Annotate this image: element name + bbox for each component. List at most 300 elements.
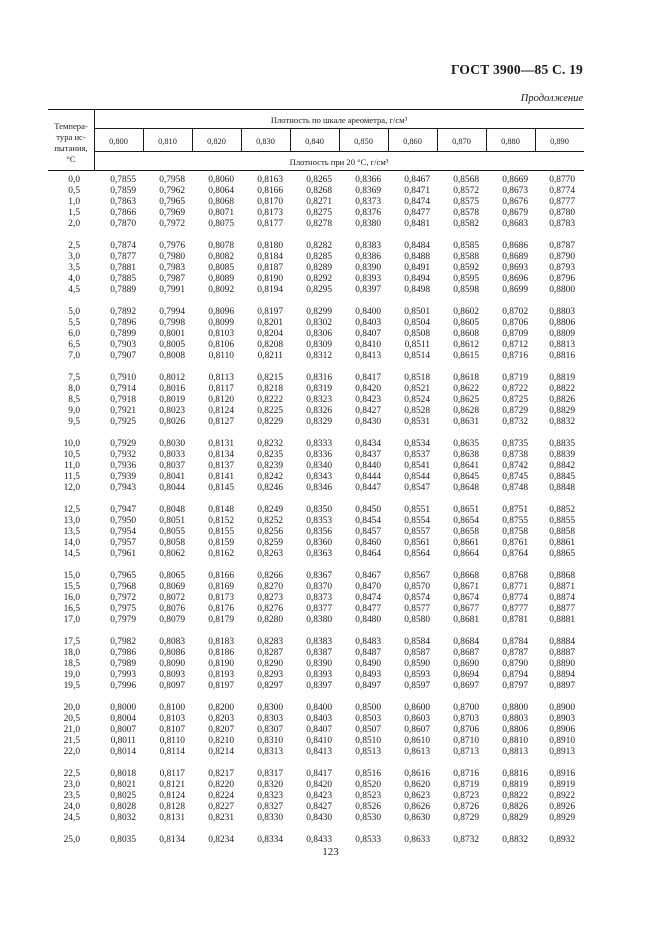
temp-header-line: °C — [66, 154, 76, 164]
column-divider — [535, 128, 536, 151]
table-row — [48, 648, 584, 659]
density-cell: 0,8726 — [453, 802, 479, 812]
density-cell: 0,8166 — [257, 186, 283, 196]
density-cell: 0,7899 — [110, 329, 136, 339]
density-cell: 0,8784 — [502, 637, 528, 647]
density-cell: 0,8520 — [355, 780, 381, 790]
density-cell: 0,8055 — [159, 527, 185, 537]
density-cell: 0,8524 — [404, 395, 430, 405]
density-cell: 0,8214 — [208, 747, 234, 757]
density-cell: 0,8000 — [110, 703, 136, 713]
density-cell: 0,8787 — [502, 648, 528, 658]
density-cell: 0,7863 — [110, 197, 136, 207]
density-cell: 0,8800 — [502, 703, 528, 713]
density-cell: 0,8497 — [355, 681, 381, 691]
density-cell: 0,8427 — [306, 802, 332, 812]
density-cell: 0,8220 — [208, 780, 234, 790]
density-cell: 0,8803 — [549, 307, 575, 317]
table-row — [48, 219, 584, 230]
density-cell: 0,8745 — [502, 472, 528, 482]
density-cell: 0,8032 — [110, 813, 136, 823]
table-row — [48, 197, 584, 208]
temperature-cell: 5,5 — [68, 318, 80, 328]
density-cell: 0,8533 — [355, 835, 381, 845]
density-cell: 0,8263 — [257, 549, 283, 559]
temperature-cell: 14,5 — [63, 549, 80, 559]
density-cell: 0,7877 — [110, 252, 136, 262]
temperature-cell: 11,5 — [63, 472, 80, 482]
temperature-cell: 24,5 — [63, 813, 80, 823]
density-cell: 0,8340 — [306, 461, 332, 471]
density-cell: 0,8200 — [208, 703, 234, 713]
density-cell: 0,7855 — [110, 175, 136, 185]
density-cell: 0,8184 — [257, 252, 283, 262]
temperature-cell: 17,0 — [63, 615, 80, 625]
density-cell: 0,8323 — [306, 395, 332, 405]
table-row — [48, 791, 584, 802]
density-cell: 0,8848 — [549, 483, 575, 493]
table-row — [48, 703, 584, 714]
density-cell: 0,8826 — [502, 802, 528, 812]
density-cell: 0,8197 — [257, 307, 283, 317]
density-cell: 0,8630 — [404, 813, 430, 823]
density-cell: 0,7975 — [110, 604, 136, 614]
density-cell: 0,8076 — [159, 604, 185, 614]
density-cell: 0,8273 — [257, 593, 283, 603]
density-cell: 0,8300 — [257, 703, 283, 713]
density-cell: 0,7965 — [159, 197, 185, 207]
density-cell: 0,8100 — [159, 703, 185, 713]
density-cell: 0,7962 — [159, 186, 185, 196]
density-cell: 0,8871 — [549, 582, 575, 592]
density-cell: 0,7896 — [110, 318, 136, 328]
density-cell: 0,8703 — [453, 714, 479, 724]
density-cell: 0,8620 — [404, 780, 430, 790]
density-cell: 0,8373 — [355, 197, 381, 207]
density-cell: 0,8622 — [453, 384, 479, 394]
density-cell: 0,8217 — [208, 769, 234, 779]
density-cell: 0,8280 — [257, 615, 283, 625]
density-cell: 0,8434 — [355, 439, 381, 449]
density-cell: 0,7968 — [110, 582, 136, 592]
density-cell: 0,8306 — [306, 329, 332, 339]
density-cell: 0,7982 — [110, 637, 136, 647]
temperature-cell: 5,0 — [68, 307, 80, 317]
density-cell: 0,8826 — [549, 395, 575, 405]
density-cell: 0,8117 — [208, 384, 234, 394]
temperature-cell: 1,5 — [68, 208, 80, 218]
density-cell: 0,8360 — [306, 538, 332, 548]
density-column-header: 0,830 — [256, 137, 275, 146]
density-cell: 0,8491 — [404, 263, 430, 273]
density-cell: 0,8806 — [502, 725, 528, 735]
density-cell: 0,8732 — [453, 835, 479, 845]
density-column-header: 0,880 — [501, 137, 520, 146]
density-cell: 0,8758 — [502, 527, 528, 537]
density-cell: 0,8906 — [549, 725, 575, 735]
density-cell: 0,8107 — [159, 725, 185, 735]
density-cell: 0,8513 — [355, 747, 381, 757]
density-cell: 0,8567 — [404, 571, 430, 581]
density-cell: 0,7881 — [110, 263, 136, 273]
density-cell: 0,8677 — [453, 604, 479, 614]
temperature-cell: 22,0 — [63, 747, 80, 757]
density-cell: 0,8894 — [549, 670, 575, 680]
density-cell: 0,8608 — [453, 329, 479, 339]
density-cell: 0,8215 — [257, 373, 283, 383]
density-cell: 0,8235 — [257, 450, 283, 460]
density-cell: 0,8407 — [306, 725, 332, 735]
density-cell: 0,8433 — [306, 835, 332, 845]
density-cell: 0,8574 — [404, 593, 430, 603]
density-cell: 0,8541 — [404, 461, 430, 471]
density-cell: 0,8484 — [404, 241, 430, 251]
table-row — [48, 549, 584, 560]
temperature-cell: 21,5 — [63, 736, 80, 746]
density-cell: 0,7961 — [110, 549, 136, 559]
density-cell: 0,8234 — [208, 835, 234, 845]
density-cell: 0,8096 — [208, 307, 234, 317]
table-row — [48, 659, 584, 670]
density-cell: 0,8819 — [502, 780, 528, 790]
density-cell: 0,8222 — [257, 395, 283, 405]
density-cell: 0,8523 — [355, 791, 381, 801]
density-cell: 0,7918 — [110, 395, 136, 405]
density-cell: 0,7958 — [159, 175, 185, 185]
density-cell: 0,8256 — [257, 527, 283, 537]
density-cell: 0,8367 — [306, 571, 332, 581]
density-cell: 0,8420 — [306, 780, 332, 790]
density-cell: 0,8796 — [549, 274, 575, 284]
density-cell: 0,8761 — [502, 538, 528, 548]
table-row — [48, 505, 584, 516]
density-cell: 0,8516 — [355, 769, 381, 779]
density-cell: 0,8884 — [549, 637, 575, 647]
density-cell: 0,8735 — [502, 439, 528, 449]
density-cell: 0,8092 — [208, 285, 234, 295]
density-cell: 0,8148 — [208, 505, 234, 515]
density-cell: 0,8557 — [404, 527, 430, 537]
density-cell: 0,8134 — [208, 450, 234, 460]
density-cell: 0,8547 — [404, 483, 430, 493]
density-cell: 0,8467 — [404, 175, 430, 185]
temperature-cell: 24,0 — [63, 802, 80, 812]
density-cell: 0,8903 — [549, 714, 575, 724]
density-cell: 0,8373 — [306, 593, 332, 603]
table-row — [48, 439, 584, 450]
density-cell: 0,8822 — [502, 791, 528, 801]
density-cell: 0,8069 — [159, 582, 185, 592]
density-cell: 0,8874 — [549, 593, 575, 603]
density-cell: 0,8336 — [306, 450, 332, 460]
table-row — [48, 582, 584, 593]
table-row — [48, 472, 584, 483]
temperature-cell: 23,0 — [63, 780, 80, 790]
temperature-cell: 14,0 — [63, 538, 80, 548]
density-cell: 0,8190 — [257, 274, 283, 284]
density-cell: 0,7925 — [110, 417, 136, 427]
density-cell: 0,8007 — [110, 725, 136, 735]
density-cell: 0,8423 — [306, 791, 332, 801]
density-cell: 0,7870 — [110, 219, 136, 229]
density-cell: 0,8208 — [257, 340, 283, 350]
density-cell: 0,8420 — [355, 384, 381, 394]
density-cell: 0,8025 — [110, 791, 136, 801]
density-cell: 0,8186 — [208, 648, 234, 658]
density-cell: 0,8474 — [355, 593, 381, 603]
density-cell: 0,7991 — [159, 285, 185, 295]
density-cell: 0,8417 — [355, 373, 381, 383]
density-cell: 0,8103 — [159, 714, 185, 724]
density-cell: 0,8012 — [159, 373, 185, 383]
density-cell: 0,7980 — [159, 252, 185, 262]
density-cell: 0,8693 — [502, 263, 528, 273]
table-row — [48, 769, 584, 780]
temp-header-line: Темпера- — [54, 121, 88, 131]
density-cell: 0,7943 — [110, 483, 136, 493]
density-cell: 0,8511 — [404, 340, 430, 350]
density-cell: 0,8410 — [306, 736, 332, 746]
density-cell: 0,8005 — [159, 340, 185, 350]
density-cell: 0,8616 — [404, 769, 430, 779]
density-cell: 0,8777 — [502, 604, 528, 614]
density-cell: 0,8631 — [453, 417, 479, 427]
density-cell: 0,7939 — [110, 472, 136, 482]
density-column-header: 0,820 — [207, 137, 226, 146]
temperature-cell: 19,0 — [63, 670, 80, 680]
density-cell: 0,8173 — [257, 208, 283, 218]
density-cell: 0,8016 — [159, 384, 185, 394]
density-cell: 0,8671 — [453, 582, 479, 592]
density-cell: 0,8124 — [159, 791, 185, 801]
density-cell: 0,7892 — [110, 307, 136, 317]
density-cell: 0,8316 — [306, 373, 332, 383]
density-cell: 0,8832 — [502, 835, 528, 845]
density-cell: 0,8004 — [110, 714, 136, 724]
density-cell: 0,8179 — [208, 615, 234, 625]
density-cell: 0,7996 — [110, 681, 136, 691]
table-row — [48, 208, 584, 219]
table-row — [48, 780, 584, 791]
density-cell: 0,8137 — [208, 461, 234, 471]
density-cell: 0,8268 — [306, 186, 332, 196]
density-cell: 0,8170 — [257, 197, 283, 207]
density-cell: 0,7983 — [159, 263, 185, 273]
density-cell: 0,8530 — [355, 813, 381, 823]
table-row — [48, 615, 584, 626]
density-cell: 0,8117 — [159, 769, 185, 779]
table-row — [48, 637, 584, 648]
density-cell: 0,8774 — [549, 186, 575, 196]
temperature-cell: 11,0 — [63, 461, 80, 471]
density-cell: 0,8926 — [549, 802, 575, 812]
table-row — [48, 263, 584, 274]
density-cell: 0,8276 — [257, 604, 283, 614]
density-cell: 0,8190 — [208, 659, 234, 669]
density-cell: 0,8623 — [404, 791, 430, 801]
density-cell: 0,7965 — [110, 571, 136, 581]
temperature-cell: 12,0 — [63, 483, 80, 493]
density-cell: 0,8390 — [355, 263, 381, 273]
density-cell: 0,7914 — [110, 384, 136, 394]
temperature-cell: 0,0 — [68, 175, 80, 185]
density-cell: 0,8578 — [453, 208, 479, 218]
density-cell: 0,8507 — [355, 725, 381, 735]
density-cell: 0,8913 — [549, 747, 575, 757]
density-cell: 0,8793 — [549, 263, 575, 273]
density-at-20-header: Плотность при 20 °С, г/см³ — [289, 157, 389, 167]
density-cell: 0,8729 — [453, 813, 479, 823]
table-row — [48, 406, 584, 417]
density-cell: 0,8588 — [453, 252, 479, 262]
density-cell: 0,8011 — [110, 736, 136, 746]
density-cell: 0,8723 — [453, 791, 479, 801]
density-cell: 0,8021 — [110, 780, 136, 790]
density-cell: 0,8534 — [404, 439, 430, 449]
table-row — [48, 835, 584, 846]
density-cell: 0,8329 — [306, 417, 332, 427]
density-cell: 0,8748 — [502, 483, 528, 493]
temperature-cell: 12,5 — [63, 505, 80, 515]
density-cell: 0,8633 — [404, 835, 430, 845]
density-cell: 0,8387 — [306, 648, 332, 658]
density-cell: 0,8471 — [404, 186, 430, 196]
density-cell: 0,8307 — [257, 725, 283, 735]
density-cell: 0,8231 — [208, 813, 234, 823]
density-cell: 0,8684 — [453, 637, 479, 647]
temp-header-line: пытания, — [54, 143, 88, 153]
density-cell: 0,8194 — [257, 285, 283, 295]
density-cell: 0,8700 — [453, 703, 479, 713]
temperature-cell: 4,5 — [68, 285, 80, 295]
density-cell: 0,8770 — [549, 175, 575, 185]
density-cell: 0,8658 — [453, 527, 479, 537]
density-cell: 0,8585 — [453, 241, 479, 251]
density-cell: 0,8679 — [502, 208, 528, 218]
temperature-cell: 18,5 — [63, 659, 80, 669]
density-cell: 0,8467 — [355, 571, 381, 581]
temperature-column-header — [48, 121, 94, 165]
density-cell: 0,8393 — [355, 274, 381, 284]
density-column-header: 0,800 — [109, 137, 128, 146]
density-cell: 0,8397 — [355, 285, 381, 295]
density-cell: 0,8890 — [549, 659, 575, 669]
density-cell: 0,8610 — [404, 736, 430, 746]
density-cell: 0,8152 — [208, 516, 234, 526]
density-cell: 0,8922 — [549, 791, 575, 801]
density-cell: 0,8334 — [257, 835, 283, 845]
density-cell: 0,8595 — [453, 274, 479, 284]
temperature-cell: 4,0 — [68, 274, 80, 284]
density-cell: 0,8480 — [355, 615, 381, 625]
temperature-cell: 2,5 — [68, 241, 80, 251]
header-bottom-border — [48, 170, 584, 171]
density-cell: 0,8504 — [404, 318, 430, 328]
density-cell: 0,7874 — [110, 241, 136, 251]
density-cell: 0,7957 — [110, 538, 136, 548]
density-cell: 0,8141 — [208, 472, 234, 482]
density-cell: 0,8813 — [549, 340, 575, 350]
density-cell: 0,8551 — [404, 505, 430, 515]
density-cell: 0,8783 — [549, 219, 575, 229]
density-cell: 0,8725 — [502, 395, 528, 405]
density-cell: 0,8242 — [257, 472, 283, 482]
density-cell: 0,8488 — [404, 252, 430, 262]
density-cell: 0,8078 — [208, 241, 234, 251]
density-cell: 0,8526 — [355, 802, 381, 812]
table-row — [48, 725, 584, 736]
temperature-cell: 20,0 — [63, 703, 80, 713]
column-divider — [143, 128, 144, 151]
density-cell: 0,8283 — [257, 637, 283, 647]
temperature-cell: 17,5 — [63, 637, 80, 647]
density-cell: 0,8590 — [404, 659, 430, 669]
density-cell: 0,8713 — [453, 747, 479, 757]
density-cell: 0,8127 — [208, 417, 234, 427]
density-cell: 0,8225 — [257, 406, 283, 416]
density-cell: 0,8369 — [355, 186, 381, 196]
density-cell: 0,8470 — [355, 582, 381, 592]
density-cell: 0,8645 — [453, 472, 479, 482]
density-cell: 0,8598 — [453, 285, 479, 295]
density-cell: 0,8131 — [208, 439, 234, 449]
density-cell: 0,8602 — [453, 307, 479, 317]
density-cell: 0,8246 — [257, 483, 283, 493]
density-cell: 0,7921 — [110, 406, 136, 416]
density-cell: 0,8528 — [404, 406, 430, 416]
density-cell: 0,8829 — [549, 406, 575, 416]
density-cell: 0,8835 — [549, 439, 575, 449]
density-cell: 0,8064 — [208, 186, 234, 196]
table-row — [48, 483, 584, 494]
temperature-cell: 23,5 — [63, 791, 80, 801]
density-cell: 0,8035 — [110, 835, 136, 845]
table-row — [48, 802, 584, 813]
temperature-cell: 8,0 — [68, 384, 80, 394]
density-cell: 0,8790 — [549, 252, 575, 262]
density-cell: 0,8810 — [502, 736, 528, 746]
density-cell: 0,8266 — [257, 571, 283, 581]
density-cell: 0,8227 — [208, 802, 234, 812]
density-cell: 0,8774 — [502, 593, 528, 603]
density-cell: 0,8615 — [453, 351, 479, 361]
density-cell: 0,8350 — [306, 505, 332, 515]
density-cell: 0,8607 — [404, 725, 430, 735]
density-cell: 0,8706 — [453, 725, 479, 735]
table-row — [48, 538, 584, 549]
temperature-cell: 8,5 — [68, 395, 80, 405]
density-cell: 0,8651 — [453, 505, 479, 515]
density-cell: 0,8813 — [502, 747, 528, 757]
density-cell: 0,8203 — [208, 714, 234, 724]
density-cell: 0,8572 — [453, 186, 479, 196]
density-cell: 0,8483 — [355, 637, 381, 647]
density-cell: 0,8521 — [404, 384, 430, 394]
density-cell: 0,8155 — [208, 527, 234, 537]
density-cell: 0,8568 — [453, 175, 479, 185]
density-cell: 0,8400 — [306, 703, 332, 713]
density-cell: 0,8072 — [159, 593, 185, 603]
density-cell: 0,7979 — [110, 615, 136, 625]
density-cell: 0,8577 — [404, 604, 430, 614]
density-cell: 0,8503 — [355, 714, 381, 724]
density-cell: 0,7866 — [110, 208, 136, 218]
temperature-cell: 22,5 — [63, 769, 80, 779]
density-cell: 0,8498 — [404, 285, 430, 295]
density-cell: 0,8771 — [502, 582, 528, 592]
density-cell: 0,8204 — [257, 329, 283, 339]
density-cell: 0,8323 — [257, 791, 283, 801]
